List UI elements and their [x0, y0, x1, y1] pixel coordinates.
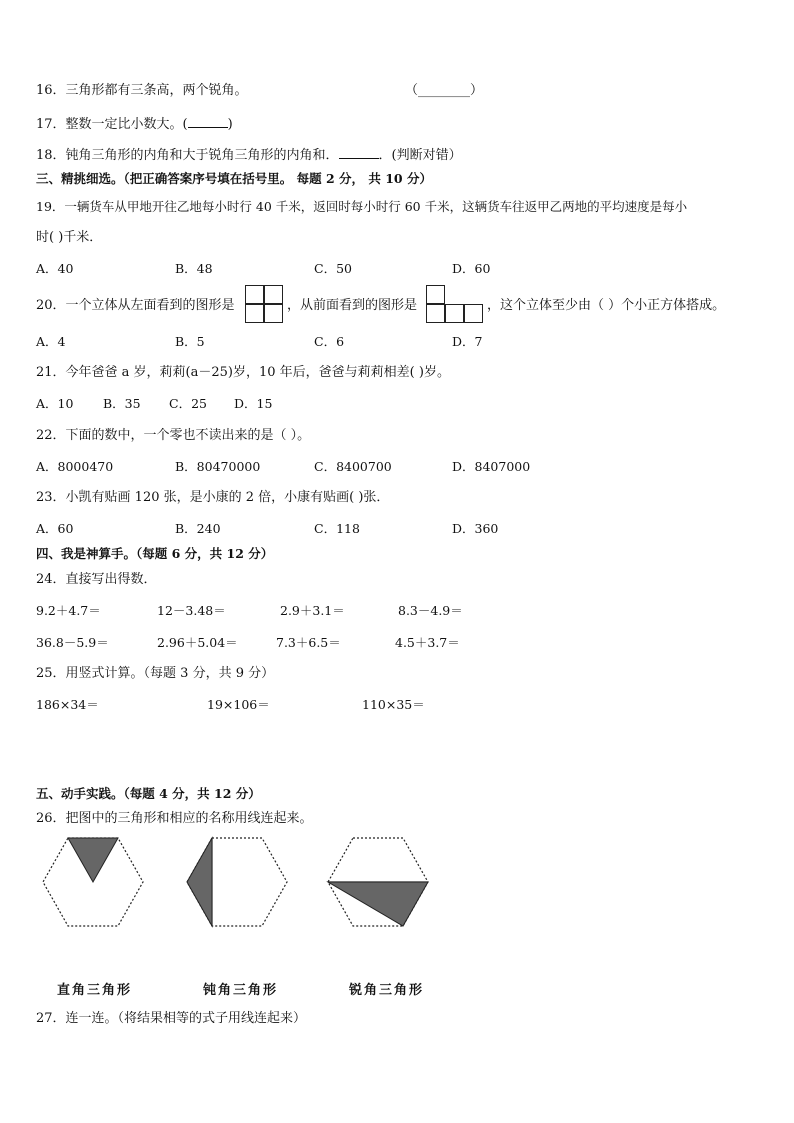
q22-option-d[interactable]: D．8407000	[452, 459, 531, 474]
q20-option-a[interactable]: A．4	[36, 334, 66, 349]
question-21: 21．今年爸爸 a 岁，莉莉(a－25)岁，10 年后，爸爸与莉莉相差( )岁。	[36, 365, 450, 380]
section-5-heading: 五、动手实践。（每题 4 分，共 12 分）	[36, 786, 261, 801]
calc-24-7: 7.3＋6.5＝	[276, 635, 341, 650]
question-22: 22．下面的数中，一个零也不读出来的是（ ）。	[36, 428, 311, 443]
q19-option-a[interactable]: A．40	[36, 261, 74, 276]
q19-option-b[interactable]: B．48	[175, 261, 213, 276]
q21-option-b[interactable]: B．35	[103, 396, 141, 411]
q21-option-c[interactable]: C．25	[169, 396, 207, 411]
calc-24-5: 36.8－5.9＝	[36, 635, 109, 650]
hexagon-figure-3	[325, 836, 431, 928]
question-20-text-a: 20．一个立体从左面看到的图形是	[36, 298, 235, 313]
question-18: 18．钝角三角形的内角和大于锐角三角形的内角和． ．(判断对错）	[36, 148, 462, 163]
hexagon-figure-2	[184, 836, 290, 928]
label-acute-triangle[interactable]: 锐角三角形	[349, 983, 425, 998]
label-right-triangle[interactable]: 直角三角形	[57, 983, 133, 998]
q22-option-c[interactable]: C．8400700	[314, 459, 392, 474]
answer-blank-17[interactable]	[188, 115, 228, 128]
calc-24-4: 8.3－4.9＝	[398, 603, 463, 618]
calc-24-2: 12－3.48＝	[157, 603, 226, 618]
q23-option-d[interactable]: D．360	[452, 521, 499, 536]
calc-25-3: 110×35＝	[362, 697, 425, 712]
question-25-title: 25．用竖式计算。（每题 3 分，共 9 分）	[36, 666, 275, 681]
answer-blank-18[interactable]	[339, 146, 379, 159]
calc-24-8: 4.5＋3.7＝	[395, 635, 460, 650]
question-19-line1: 19．一辆货车从甲地开往乙地每小时行 40 千米，返回时每小时行 60 千米，这辆货车往返甲乙两地的平均速度是每小	[36, 199, 688, 214]
question-27-title: 27．连一连。（将结果相等的式子用线连起来）	[36, 1011, 307, 1026]
question-24-title: 24．直接写出得数．	[36, 572, 157, 587]
label-obtuse-triangle[interactable]: 钝角三角形	[203, 983, 279, 998]
q23-option-c[interactable]: C．118	[314, 521, 360, 536]
answer-paren-16[interactable]: （________）	[405, 83, 484, 98]
section-3-heading: 三、精挑细选。（把正确答案序号填在括号里。 每题 2 分， 共 10 分）	[36, 171, 432, 186]
calc-24-1: 9.2＋4.7＝	[36, 603, 101, 618]
q19-option-c[interactable]: C．50	[314, 261, 352, 276]
section-4-heading: 四、我是神算手。（每题 6 分，共 12 分）	[36, 546, 274, 561]
q23-option-b[interactable]: B．240	[175, 521, 221, 536]
question-20-text-c: ，这个立体至少由（ ）个小正方体搭成。	[487, 298, 726, 313]
question-19-line2: 时( )千米．	[36, 230, 103, 245]
hexagon-figure-1	[40, 836, 146, 928]
q20-option-c[interactable]: C．6	[314, 334, 345, 349]
question-26-title: 26．把图中的三角形和相应的名称用线连起来。	[36, 811, 313, 826]
q23-option-a[interactable]: A．60	[36, 521, 74, 536]
left-view-figure	[245, 285, 285, 325]
question-23: 23．小凯有贴画 120 张，是小康的 2 倍，小康有贴画( )张．	[36, 490, 390, 505]
calc-25-2: 19×106＝	[207, 697, 270, 712]
front-view-figure	[426, 285, 488, 325]
q21-option-a[interactable]: A．10	[36, 396, 74, 411]
q22-option-b[interactable]: B．80470000	[175, 459, 261, 474]
calc-25-1: 186×34＝	[36, 697, 99, 712]
q22-option-a[interactable]: A．8000470	[36, 459, 114, 474]
calc-24-3: 2.9＋3.1＝	[280, 603, 345, 618]
q20-option-b[interactable]: B．5	[175, 334, 205, 349]
question-20-text-b: ，从前面看到的图形是	[287, 298, 418, 313]
q19-option-d[interactable]: D．60	[452, 261, 491, 276]
q20-option-d[interactable]: D．7	[452, 334, 483, 349]
calc-24-6: 2.96＋5.04＝	[157, 635, 238, 650]
q21-option-d[interactable]: D．15	[234, 396, 273, 411]
question-16	[36, 82, 248, 100]
question-17: 17．整数一定比小数大。( )	[36, 117, 233, 132]
question-16-text: 16．三角形都有三条高，两个锐角。	[36, 83, 248, 98]
